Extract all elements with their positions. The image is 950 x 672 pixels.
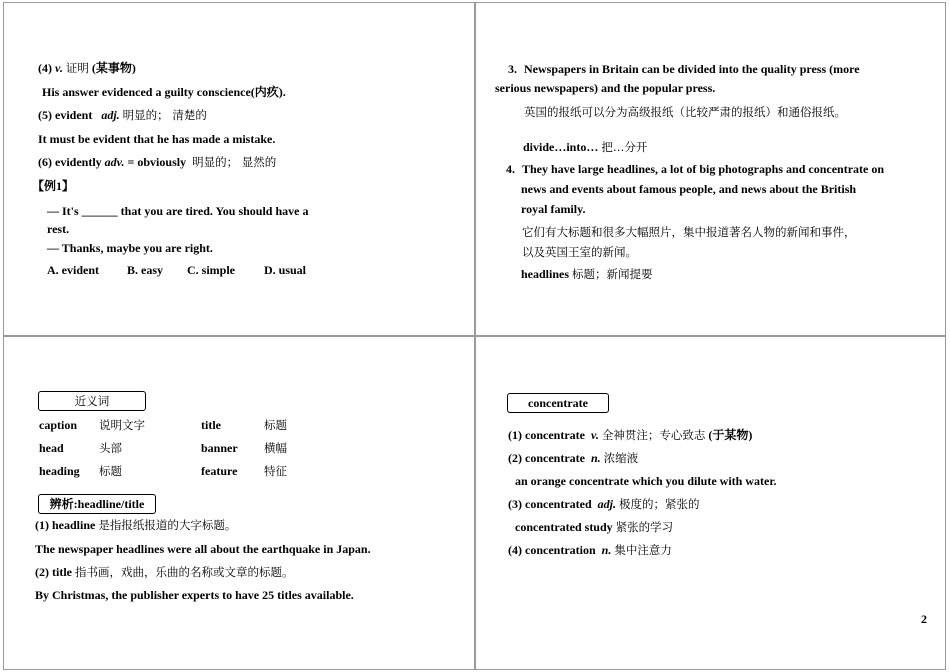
distinguish-headline xyxy=(35,518,236,533)
synonym-label-box xyxy=(38,391,146,411)
chinese-meaning: 明显的； 显然的 xyxy=(192,155,277,169)
synonym-en: banner xyxy=(201,441,238,455)
example-sentence: By Christmas, the publisher experts to have 25 titles available. xyxy=(35,588,354,602)
option-d: D. usual xyxy=(264,263,307,277)
synonym-cn: 标题 xyxy=(99,464,122,478)
vocab-meaning: 标题；新闻提要 xyxy=(572,267,653,281)
slide-headline-synonyms xyxy=(3,336,475,670)
chinese-meaning: 全神贯注；专心致志 xyxy=(601,428,706,442)
chinese-meaning: 明显的； 清楚的 xyxy=(122,108,207,122)
sense-number: (6) evidently xyxy=(38,155,102,169)
question-line-2: rest. xyxy=(47,222,70,236)
sense-number: (5) evident xyxy=(38,108,93,122)
usage-note: (于某物) xyxy=(708,428,753,442)
chinese-meaning: 极度的；紧张的 xyxy=(618,497,700,511)
sense-number: (4) concentration xyxy=(508,543,596,557)
point-4-translation-1: 它们有大标题和很多大幅照片，集中报道著名人物的新闻和事件， xyxy=(522,225,856,239)
synonym-en: heading xyxy=(39,464,80,478)
part-of-speech: v. xyxy=(590,428,599,442)
example-label: 【例1】 xyxy=(32,179,75,193)
phrase: divide…into… xyxy=(523,140,599,154)
phrase-note xyxy=(523,140,647,155)
synonym-cn: 标题 xyxy=(264,418,287,432)
slide-evidence xyxy=(3,2,475,336)
concentrate-sense-2 xyxy=(508,451,638,466)
part-of-speech: n. xyxy=(590,451,601,465)
part-of-speech: adj. xyxy=(101,108,120,122)
sense-number: (3) concentrated xyxy=(508,497,592,511)
sense-number: (1) concentrate xyxy=(508,428,585,442)
synonym: = obviously xyxy=(127,155,187,169)
chinese-meaning: 浓缩液 xyxy=(603,451,639,465)
part-of-speech: adj. xyxy=(597,497,616,511)
question-line-1: — It's ______ that you are tired. You should have a xyxy=(47,204,309,218)
synonym-en: title xyxy=(201,418,221,432)
point-4-line-1: They have large headlines, a lot of big photographs and concentrate on xyxy=(522,162,885,176)
chinese-meaning: 证明 xyxy=(65,61,89,75)
question-line-3: — Thanks, maybe you are right. xyxy=(47,241,213,255)
sense-number: (4) xyxy=(38,61,52,75)
synonym-cn: 横幅 xyxy=(264,441,287,455)
point-4-line-3: royal family. xyxy=(521,202,586,216)
synonym-en: feature xyxy=(201,464,238,478)
sense-5 xyxy=(38,108,207,123)
point-4-translation-2: 以及英国王室的新闻。 xyxy=(522,245,637,259)
point-3-line-1: Newspapers in Britain can be divided into the quality press (more xyxy=(524,62,860,76)
phrase-meaning: 把…分开 xyxy=(601,140,648,154)
distinguish-title xyxy=(35,565,293,580)
headlines-note xyxy=(521,267,653,282)
sense-6 xyxy=(38,155,276,170)
example-sentence: His answer evidenced a guilty conscience(内疚). xyxy=(42,85,286,99)
vocab-word: headlines xyxy=(521,267,570,281)
synonym-cn: 特征 xyxy=(264,464,287,478)
part-of-speech: adv. xyxy=(104,155,125,169)
option-b: B. easy xyxy=(127,263,163,277)
example-en: concentrated study xyxy=(515,520,613,534)
example-cn: 紧张的学习 xyxy=(615,520,674,534)
distinguish-label: 辨析:headline/title xyxy=(49,497,145,511)
point-3-translation: 英国的报纸可以分为高级报纸（比较严肃的报纸）和通俗报纸。 xyxy=(524,105,846,119)
concentrate-sense-3 xyxy=(508,497,699,512)
synonym-en: head xyxy=(39,441,64,455)
word-label-box xyxy=(507,393,609,413)
concentrate-sense-4 xyxy=(508,543,672,558)
option-c: C. simple xyxy=(187,263,235,277)
synonym-en: caption xyxy=(39,418,78,432)
synonym-cn: 头部 xyxy=(99,441,122,455)
page-number: 2 xyxy=(921,612,927,626)
example-sentence: The newspaper headlines were all about the earthquake in Japan. xyxy=(35,542,371,556)
point-3-line-2: serious newspapers) and the popular press. xyxy=(495,81,716,95)
point-3-number: 3. xyxy=(508,62,517,76)
slide-concentrate xyxy=(475,336,946,670)
word-label: concentrate xyxy=(528,396,588,410)
slide-newspapers xyxy=(475,2,946,336)
term: (1) headline xyxy=(35,518,96,532)
term-explanation: 是指报纸报道的大字标题。 xyxy=(98,518,237,532)
sense-number: (2) concentrate xyxy=(508,451,585,465)
part-of-speech: v. xyxy=(55,61,63,75)
point-4-line-2: news and events about famous people, and news about the British xyxy=(521,182,857,196)
distinguish-label-box xyxy=(38,494,156,514)
option-a: A. evident xyxy=(47,263,99,277)
example-sentence: It must be evident that he has made a mistake. xyxy=(38,132,276,146)
concentrate-sense-1 xyxy=(508,428,752,443)
point-4-number: 4. xyxy=(506,162,515,176)
example-phrase xyxy=(515,520,673,535)
part-of-speech: n. xyxy=(601,543,612,557)
example-sentence: an orange concentrate which you dilute with water. xyxy=(515,474,777,488)
usage-note: (某事物) xyxy=(91,61,136,75)
term: (2) title xyxy=(35,565,72,579)
term-explanation: 指书画，戏曲，乐曲的名称或文章的标题。 xyxy=(74,565,294,579)
synonym-label: 近义词 xyxy=(74,394,110,408)
chinese-meaning: 集中注意力 xyxy=(614,543,672,557)
sense-4 xyxy=(38,61,136,76)
synonym-cn: 说明文字 xyxy=(99,418,145,432)
